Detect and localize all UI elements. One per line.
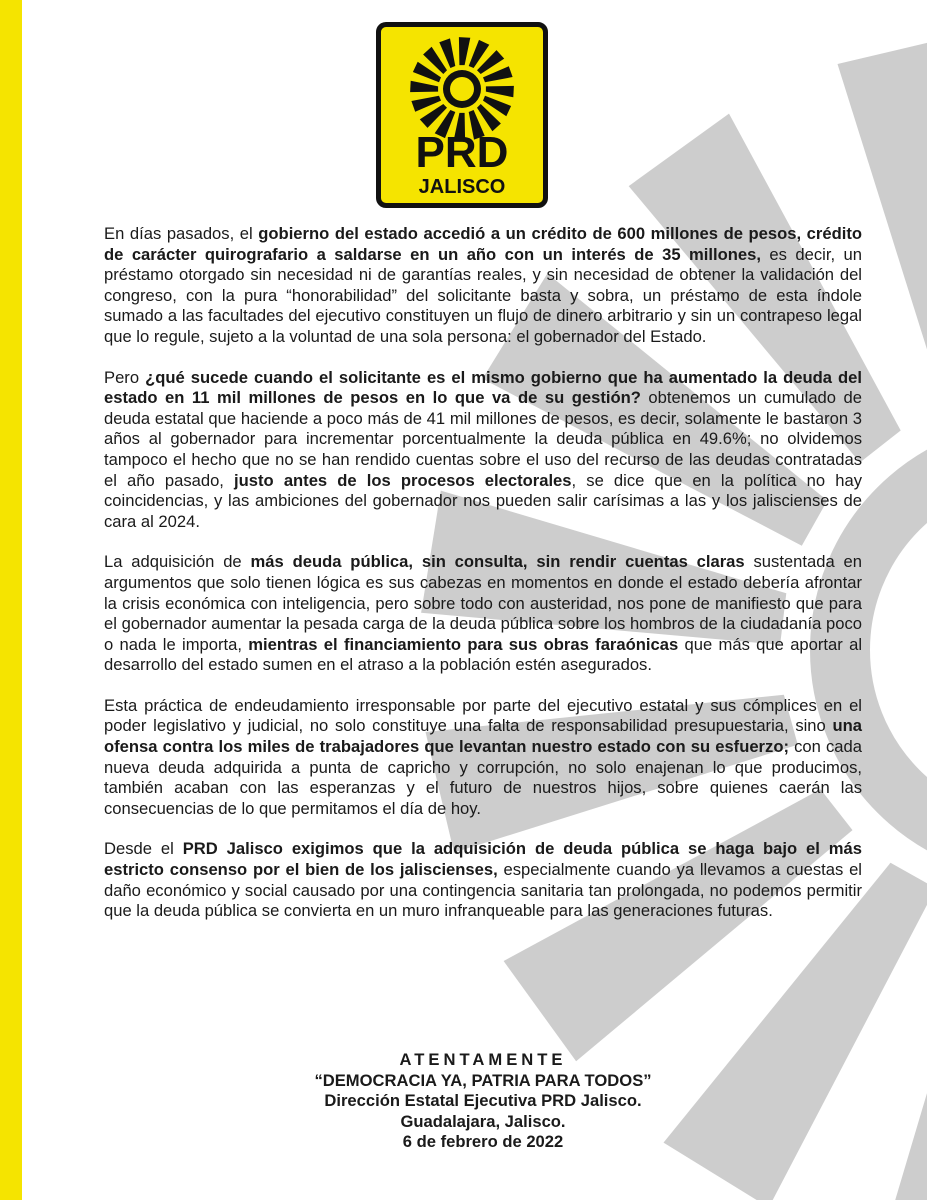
paragraph-5: [104, 839, 862, 921]
emphasis-text: justo antes de los procesos electorales: [234, 470, 572, 490]
sun-ray-icon: [486, 86, 514, 97]
emphasis-text: gobierno del estado accedió a un crédito de 600 millones de pesos, crédito de carácter quirografario a saldarse en un año con un interés de 35 millones,: [104, 224, 862, 264]
emphasis-text: una ofensa contra los miles de trabajadores que levantan nuestro estado con su esfuerzo;: [104, 716, 862, 757]
paragraph-3: [104, 552, 862, 676]
emphasis-text: PRD Jalisco exigimos que la adquisición de deuda pública se haga bajo el más estricto consenso por el bien de los jaliscienses,: [104, 839, 862, 880]
paragraph-text: sustentada en argumentos que solo tienen lógica es sus cabezas en momentos en donde el estado debería afrontar la crisis económica con inteligencia, pero sobre todo con austeridad, nos pone de manifiesto que para el gobernador aumentar la pesada carga de la deuda pública sobre los hombros de la ciudadanía poco o nada le importa,: [104, 552, 862, 654]
paragraph-text: Pero: [104, 367, 146, 387]
paragraph-4: [104, 696, 862, 820]
paragraph-1: [104, 224, 862, 348]
paragraph-text: obtenemos un cumulado de deuda estatal que haciende a poco más de 41 mil millones de pesos, es decir, solamente le bastaron 3 años al gobernador para incrementar porcentualmente la deuda pública en 49.6%; no olvidemos tampoco el hecho que no se han rendido cuentas sobre el uso del recurso de las deudas contratadas el año pasado,: [104, 388, 862, 490]
paragraph-text: , se dice que en la política no hay coincidencias, y las ambiciones del gobernador nos pueden salir carísimas a las y los jaliscienses de cara al 2024.: [104, 470, 863, 531]
closing-date: 6 de febrero de 2022: [402, 1132, 564, 1152]
closing-signature: [104, 1050, 862, 1153]
closing-issuer: Dirección Estatal Ejecutiva PRD Jalisco.: [324, 1091, 642, 1111]
logo-region-text: JALISCO: [418, 176, 506, 198]
paragraph-text: En días pasados, el: [104, 224, 259, 243]
statement-body: [104, 224, 862, 942]
paragraph-text: con cada nueva deuda adquirida a punta de capricho y corrupción, no solo enajenan lo que producimos, también acaban con las esperanzas y el futuro de nuestros hijos, sobre quienes caerán las consecuencias de lo que permitamos el día de hoy.: [104, 737, 862, 818]
paragraph-text: especialmente cuando ya llevamos a cuestas el daño económico y social causado por una contingencia sanitaria tan prolongada, no podemos permitir que la deuda pública se convierta en un muro infranqueable para las generaciones futuras.: [104, 860, 862, 921]
closing-place: Guadalajara, Jalisco.: [400, 1111, 566, 1131]
sun-ray-icon: [459, 37, 470, 65]
emphasis-text: mientras el financiamiento para sus obras faraónicas: [248, 634, 679, 654]
paragraph-text: que más que aportar al desarrollo del estado sumen en el atraso a la población estén asegurados.: [104, 634, 863, 675]
paragraph-text: es decir, un préstamo otorgado sin necesidad ni de garantías reales, y sin necesidad de obtener la validación del congreso, con la pura “honorabilidad” del solicitante basta y sobra, un préstamo de esta índole sumado a las facultades del ejecutivo constituyen un flujo de dinero arbitrario y sin un contrapeso legal que lo regule, sujeto a la voluntad de una sola persona: el gobernador del Estado.: [104, 244, 862, 346]
emphasis-text: ¿qué sucede cuando el solicitante es el mismo gobierno que ha aumentado la deuda del estado en 11 mil millones de pesos en lo que va de su gestión?: [104, 367, 862, 408]
paragraph-text: Esta práctica de endeudamiento irresponsable por parte del ejecutivo estatal y sus cómplices en el poder legislativo y judicial, no solo constituye una falta de responsabilidad presupuestaria, sino: [104, 695, 862, 736]
closing-salutation: ATENTAMENTE: [399, 1050, 567, 1069]
prd-jalisco-logo: [376, 22, 548, 208]
paragraph-text: La adquisición de: [104, 552, 251, 572]
logo-brand-text: PRD: [415, 128, 509, 177]
closing-motto: “DEMOCRACIA YA, PATRIA PARA TODOS”: [314, 1070, 652, 1090]
paragraph-2: [104, 368, 862, 533]
emphasis-text: más deuda pública, sin consulta, sin rendir cuentas claras: [250, 552, 745, 572]
sun-ray-icon: [410, 81, 438, 92]
paragraph-text: Desde el: [104, 839, 183, 859]
